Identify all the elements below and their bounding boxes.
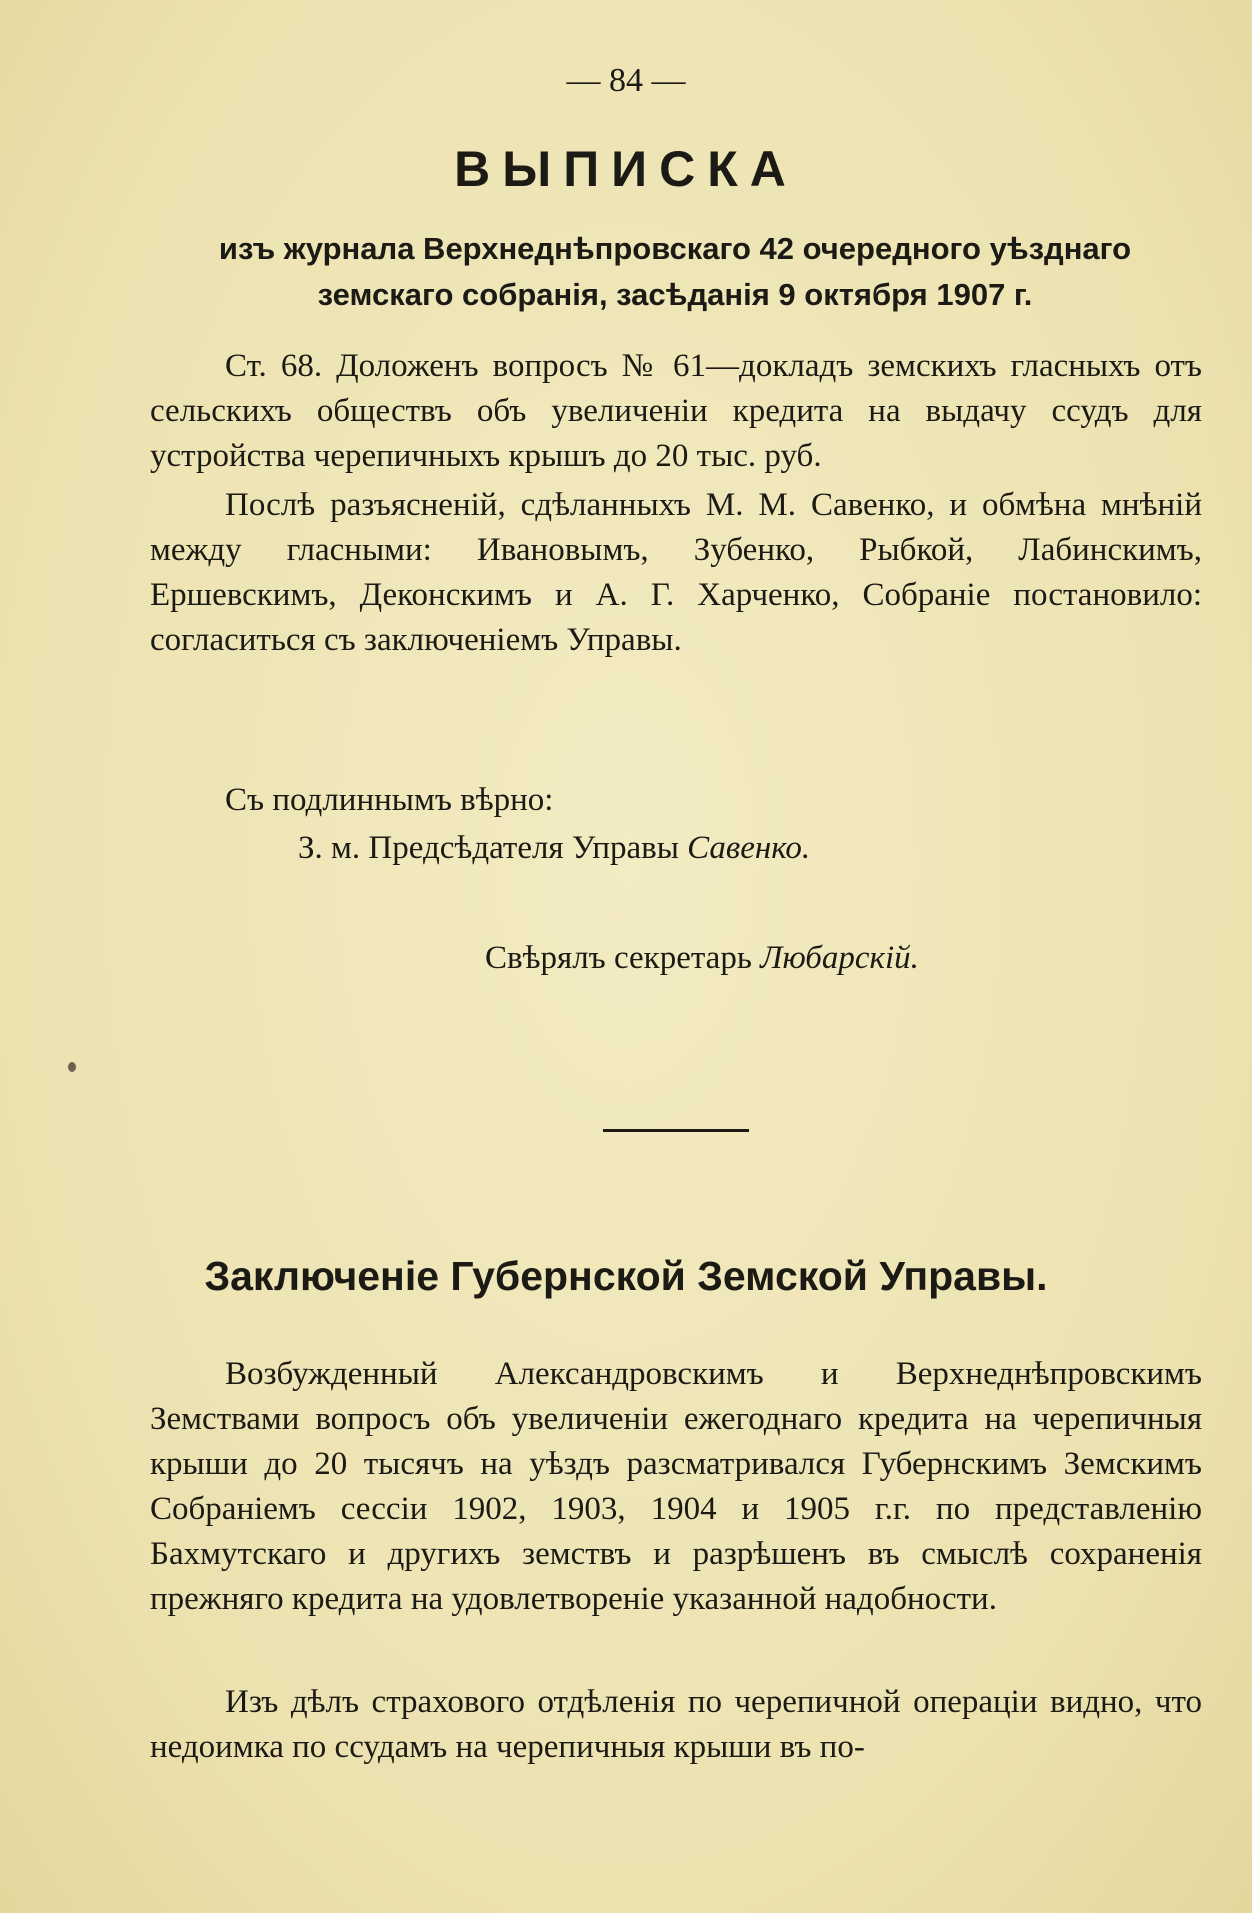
paragraph-text: Ст. 68. Доложенъ вопросъ № 61—докладъ земскихъ гласныхъ отъ сельскихъ обществъ объ увеличеніи кредита на выдачу ссудъ для устройства черепичныхъ крышъ до 20 тыс. руб. (150, 348, 1202, 474)
paragraph-text: Изъ дѣлъ страхового отдѣленія по черепичной операціи видно, что недоимка по ссудамъ на черепичныя крыши въ по- (150, 1684, 1202, 1765)
certification-line: Съ подлиннымъ вѣрно: (225, 782, 554, 818)
secretary-title: Свѣрялъ секретарь (485, 940, 752, 976)
chairman-line (298, 830, 810, 867)
document-subtitle: изъ журнала Верхнеднѣпровскаго 42 очередного уѣзднаго земскаго собранія, засѣданія 9 октября 1907 г. (218, 231, 1132, 312)
document-title: ВЫПИСКА (454, 141, 798, 197)
paragraph-text: Послѣ разъясненій, сдѣланныхъ М. М. Савенко, и обмѣна мнѣній между гласными: Ивановымъ, Зубенко, Рыбкой, Лабинскимъ, Ершевскимъ, Деконскимъ и А. Г. Харченко, Собраніе постановило: согласиться съ заключеніемъ Управы. (150, 487, 1202, 658)
page-number: — 84 — (566, 62, 686, 99)
section-paragraph (150, 1680, 1202, 1770)
section-paragraph (150, 1352, 1202, 1622)
section-heading: Заключеніе Губернской Земской Управы. (204, 1253, 1048, 1299)
chairman-signature: Савенко. (687, 830, 811, 866)
secretary-signature: Любарскій. (760, 940, 919, 976)
paragraph-discussion (150, 483, 1202, 663)
section-divider (603, 1129, 749, 1132)
chairman-title: З. м. Предсѣдателя Управы (298, 830, 679, 866)
paragraph-resolution (150, 344, 1202, 479)
secretary-line (485, 940, 919, 977)
paragraph-text: Возбужденный Александровскимъ и Верхнеднѣпровскимъ Земствами вопросъ объ увеличеніи ежегоднаго кредита на черепичныя крыши до 20 тысячъ на уѣздъ разсматривался Губернскимъ Земскимъ Собраніемъ сессіи 1902, 1903, 1904 и 1905 г.г. по представленію Бахмутскаго и другихъ земствъ и разрѣшенъ въ смыслѣ сохраненія прежняго кредита на удовлетвореніе указанной надобности. (150, 1356, 1202, 1617)
ink-speck (68, 1062, 76, 1072)
